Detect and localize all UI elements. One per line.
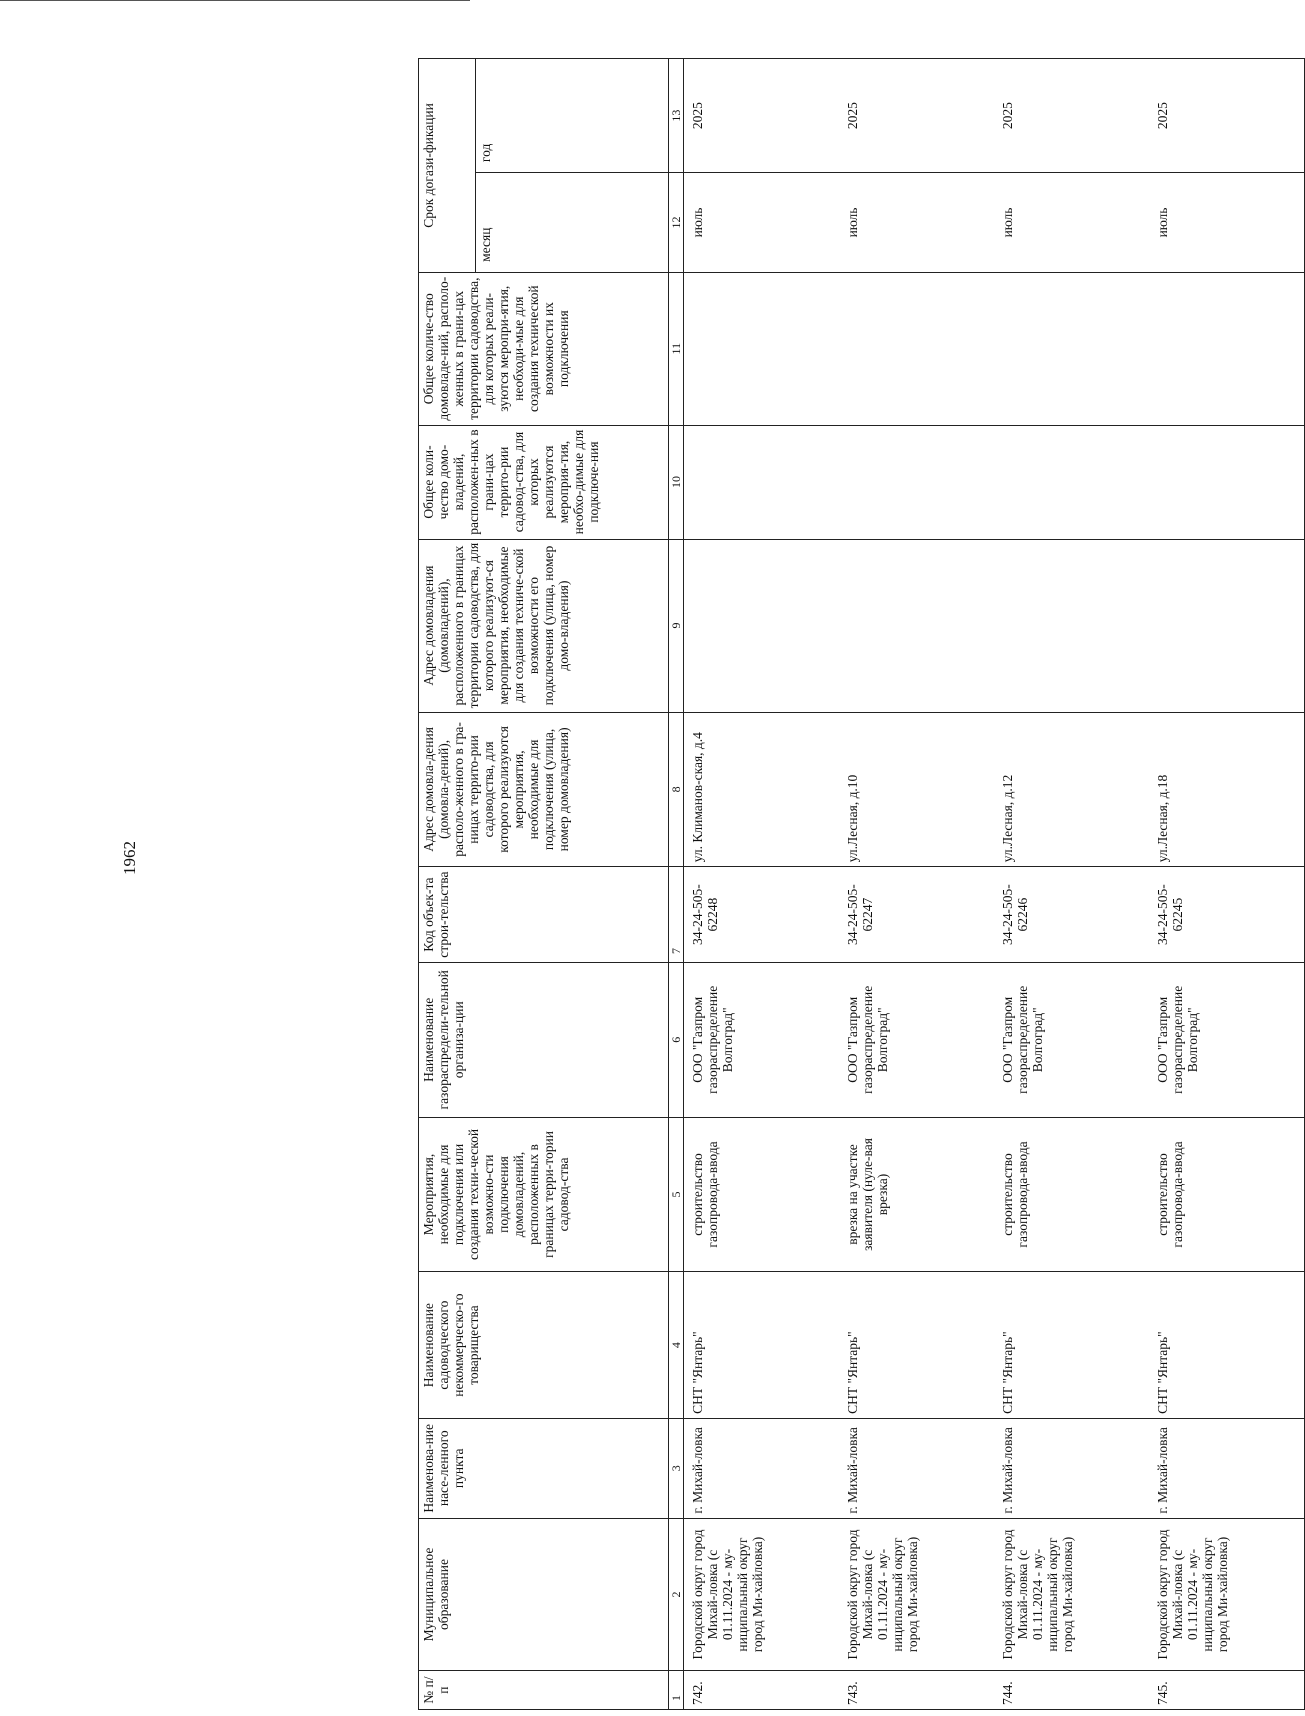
header-row-top <box>419 59 476 1710</box>
column-number-row <box>669 59 684 1710</box>
count-tech-cell <box>1149 272 1305 425</box>
snt-cell: СНТ "Янтарь" <box>994 1272 1149 1419</box>
header-measures: Мероприятия, необходимые для подключения или создания техни-ческой возможно-сти подключения домовладений, расположенных в границах терри-тории садовод-ства <box>419 1117 669 1272</box>
row-number: 745. <box>1149 1671 1305 1710</box>
municipality-cell: Городской округ город Михай-ловка (с 01.11.2024 - му-ниципальный округ город Ми-хайловка) <box>839 1518 994 1671</box>
count-connect-cell <box>684 425 840 539</box>
month-cell: июль <box>994 173 1149 273</box>
object-code-cell: 34-24-505-62246 <box>994 867 1149 963</box>
column-number: 8 <box>669 712 684 867</box>
column-number: 4 <box>669 1272 684 1419</box>
header-settlement: Наименова-ние насе-ленного пункта <box>419 1418 669 1518</box>
address-tech-cell <box>839 539 994 712</box>
row-number: 742. <box>684 1671 840 1710</box>
header-month: месяц <box>476 173 669 273</box>
address-connect-cell: ул.Лесная, д.10 <box>839 712 994 867</box>
row-number: 744. <box>994 1671 1149 1710</box>
settlement-cell: г. Михай-ловка <box>1149 1418 1305 1518</box>
measure-cell: строительство газопровода-ввода <box>994 1117 1149 1272</box>
column-number: 9 <box>669 539 684 712</box>
municipality-cell: Городской округ город Михай-ловка (с 01.11.2024 - му-ниципальный округ город Ми-хайловка) <box>1149 1518 1305 1671</box>
column-number: 11 <box>669 272 684 425</box>
column-number: 13 <box>669 59 684 173</box>
header-gas-org: Наименование газораспредели-тельной организа-ции <box>419 962 669 1117</box>
month-cell: июль <box>1149 173 1305 273</box>
header-count-connect: Общее коли-чество домо-владений, расположен-ных в грани-цах террито-рии садовод-ства, для которых реализуются мероприя-тия, необхо-димые для подключе-ния <box>419 425 669 539</box>
object-code-cell: 34-24-505-62245 <box>1149 867 1305 963</box>
column-number: 6 <box>669 962 684 1117</box>
count-tech-cell <box>839 272 994 425</box>
column-number: 2 <box>669 1518 684 1671</box>
address-tech-cell <box>1149 539 1305 712</box>
table-row <box>994 59 1149 1710</box>
address-connect-cell: ул.Лесная, д.12 <box>994 712 1149 867</box>
year-cell: 2025 <box>994 59 1149 173</box>
column-number: 5 <box>669 1117 684 1272</box>
header-year: год <box>476 59 669 173</box>
count-connect-cell <box>1149 425 1305 539</box>
year-cell: 2025 <box>684 59 840 173</box>
scan-border-line <box>0 0 470 1</box>
municipality-cell: Городской округ город Михай-ловка (с 01.11.2024 - му-ниципальный округ город Ми-хайловка) <box>684 1518 840 1671</box>
measure-cell: строительство газопровода-ввода <box>684 1117 840 1272</box>
column-number: 10 <box>669 425 684 539</box>
object-code-cell: 34-24-505-62248 <box>684 867 840 963</box>
gasification-table <box>418 58 1305 1710</box>
month-cell: июль <box>839 173 994 273</box>
municipality-cell: Городской округ город Михай-ловка (с 01.11.2024 - му-ниципальный округ город Ми-хайловка) <box>994 1518 1149 1671</box>
count-connect-cell <box>839 425 994 539</box>
address-connect-cell: ул.Лесная, д.18 <box>1149 712 1305 867</box>
table-row <box>684 59 840 1710</box>
header-count-tech: Общее количе-ство домовладе-ний, располо-женных в грани-цах территории садоводства, для которых реали-зуются меропри-ятия, необходи-мые для создания технической возможности их подключения <box>419 272 669 425</box>
snt-cell: СНТ "Янтарь" <box>684 1272 840 1419</box>
measure-cell: строительство газопровода-ввода <box>1149 1117 1305 1272</box>
year-cell: 2025 <box>839 59 994 173</box>
count-tech-cell <box>994 272 1149 425</box>
gas-org-cell: ООО "Газпром газораспределение Волгоград" <box>1149 962 1305 1117</box>
snt-cell: СНТ "Янтарь" <box>1149 1272 1305 1419</box>
measure-cell: врезка на участке заявителя (нуле-вая врезка) <box>839 1117 994 1272</box>
header-snt: Наименование садоводческого некоммерческо-го товарищества <box>419 1272 669 1419</box>
snt-cell: СНТ "Янтарь" <box>839 1272 994 1419</box>
header-deadline: Срок догази-фикации <box>419 59 476 273</box>
month-cell: июль <box>684 173 840 273</box>
header-address-tech: Адрес домовладения (домовладений), расположенного в границах территории садоводства, для которого реализуют-ся мероприятия, необходимые для создания техниче-ской возможности его подключения (улица, номер домо-владения) <box>419 539 669 712</box>
settlement-cell: г. Михай-ловка <box>839 1418 994 1518</box>
table-row <box>1149 59 1305 1710</box>
header-object-code: Код объек-та строи-тельства <box>419 867 669 963</box>
page-number: 1962 <box>120 841 139 875</box>
gas-org-cell: ООО "Газпром газораспределение Волгоград" <box>994 962 1149 1117</box>
count-tech-cell <box>684 272 840 425</box>
column-number: 3 <box>669 1418 684 1518</box>
header-municipality: Муниципальное образование <box>419 1518 669 1671</box>
column-number: 12 <box>669 173 684 273</box>
settlement-cell: г. Михай-ловка <box>994 1418 1149 1518</box>
year-cell: 2025 <box>1149 59 1305 173</box>
column-number: 7 <box>669 867 684 963</box>
address-connect-cell: ул. Климанов-ская, д.4 <box>684 712 840 867</box>
gasification-table-rotated <box>418 58 1230 1710</box>
address-tech-cell <box>994 539 1149 712</box>
object-code-cell: 34-24-505-62247 <box>839 867 994 963</box>
row-number: 743. <box>839 1671 994 1710</box>
address-tech-cell <box>684 539 840 712</box>
header-address-connect: Адрес домовла-дения (домовла-дений), располо-женного в гра-ницах террито-рии садоводства, для которого реализуются мероприятия, необходимые для подключения (улица, номер домовладения) <box>419 712 669 867</box>
header-num: № п/п <box>419 1671 669 1710</box>
gas-org-cell: ООО "Газпром газораспределение Волгоград" <box>839 962 994 1117</box>
gas-org-cell: ООО "Газпром газораспределение Волгоград" <box>684 962 840 1117</box>
column-number: 1 <box>669 1671 684 1710</box>
table-row <box>839 59 994 1710</box>
count-connect-cell <box>994 425 1149 539</box>
settlement-cell: г. Михай-ловка <box>684 1418 840 1518</box>
